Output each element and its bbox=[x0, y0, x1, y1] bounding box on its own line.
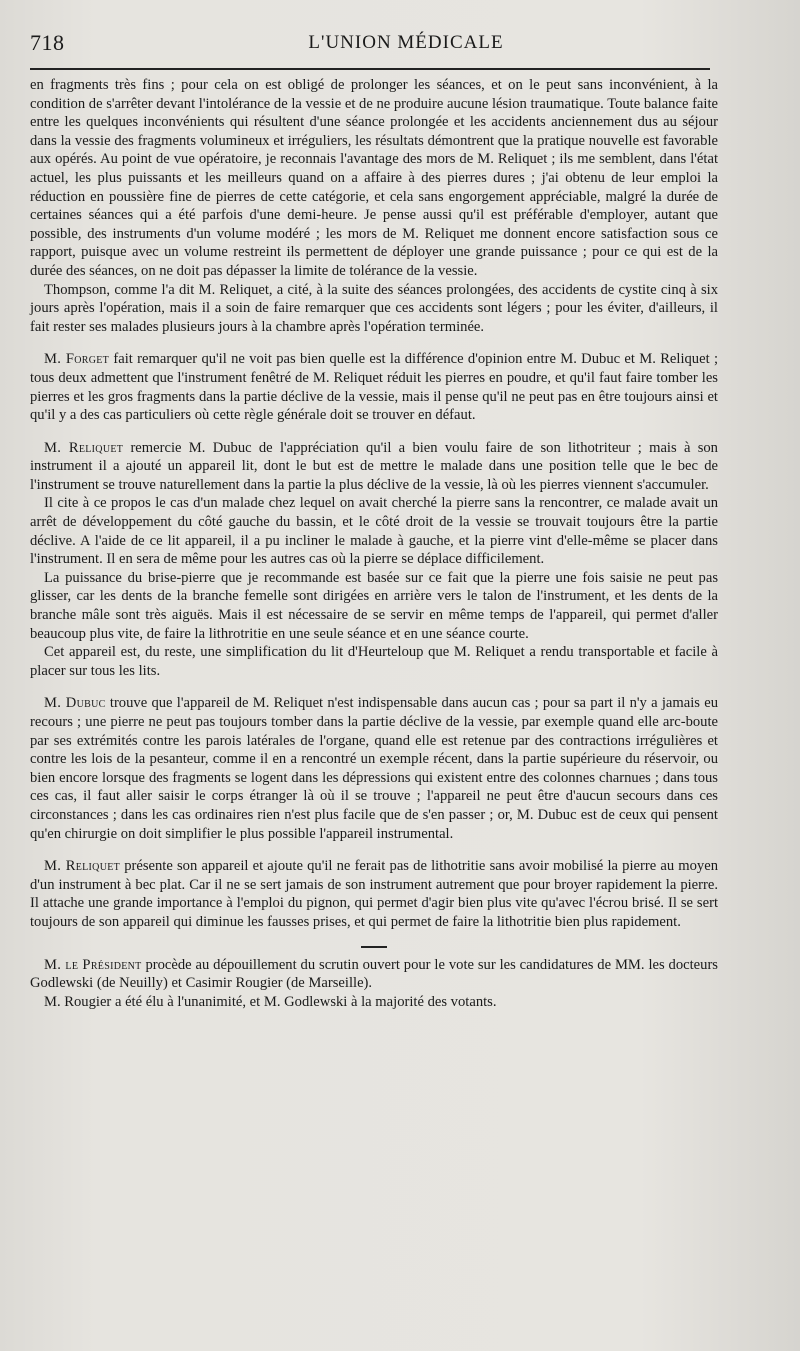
paragraph-speaker: M. Dubuc trouve que l'appareil de M. Reliquet n'est indispensable dans aucun cas ; pour sa part il n'y a jamais eu recours ; une pierre ne peut pas toujours tomber dans la partie déclive de la vessie, par exemple quand elle arc-boute par ses extrémités contre les parois latérales de l'organe, quand elle est retenue par des contractions irrégulières et contre les lois de la pesanteur, comme il en a rencontré un exemple récent, dans la partie supérieure du réservoir, ou bien encore lorsque des fragments se logent dans les dépressions qui existent entre des colonnes charnues ; dans tous ces cas, il faut aller saisir le corps étranger là où il se trouve ; l'appareil ne peut être d'aucun secours dans ces circonstances ; dans les cas ordinaires rien n'est plus facile que de s'en passer ; or, M. Dubuc est de ceux qui pensent qu'en chirurgie on doit simplifier le plus possible l'appareil instrumental. bbox=[30, 695, 719, 842]
section-separator bbox=[361, 946, 387, 948]
paragraph-speaker: M. Forget fait remarquer qu'il ne voit pas bien quelle est la différence d'opinion entre M. Dubuc et M. Reliquet ; tous deux admettent que l'instrument fenêtré de M. Reliquet réduit les pierres en poudre, et qu'il faut faire tomber les pierres et les gros fragments dans la partie déclive de la vessie, mais il pense qu'il ne peut pas en être toujours ainsi et qu'il y a des cas particuliers où cette règle générale doit se trouver en défaut. bbox=[30, 351, 719, 424]
speaker-name: M. le Président bbox=[44, 956, 142, 973]
paragraph-speaker: M. le Président procède au dépouillement du scrutin ouvert pour le vote sur les candidatures de MM. les docteurs Godlewski (de Neuilly) et Casimir Rougier (de Marseille). bbox=[30, 956, 718, 992]
header-rule bbox=[30, 68, 710, 70]
speaker-name: M. Reliquet bbox=[44, 439, 124, 456]
paragraph-speaker: M. Reliquet remercie M. Dubuc de l'appréciation qu'il a bien voulu faire de son lithotriteur ; mais à son instrument il a ajouté un appareil lit, dont le but est de mettre le malade dans une position telle que le bec de l'instrument se trouve naturellement dans la partie la plus déclive de la vessie, là où les pierres viennent s'accumuler. bbox=[30, 439, 718, 493]
running-title: L'UNION MÉDICALE bbox=[308, 32, 504, 53]
speaker-name: M. Reliquet bbox=[44, 858, 121, 875]
paragraph: Il cite à ce propos le cas d'un malade chez lequel on avait cherché la pierre sans la rencontrer, ce malade avait un arrêt de développement du côté gauche du bassin, et le côté droit de la vessie se trouvait toujours être la partie déclive. A l'aide de ce lit appareil, il a pu incliner le malade à gauche, et la pierre vint d'elle-même se placer dans l'instrument. Il en sera de même pour les autres cas où la pierre se déplace difficilement. bbox=[30, 495, 718, 568]
paragraph: Cet appareil est, du reste, une simplification du lit d'Heurteloup que M. Reliquet a rendu transportable et facile à placer sur tous les lits. bbox=[30, 644, 718, 679]
article-body bbox=[30, 76, 718, 1011]
paragraph: Thompson, comme l'a dit M. Reliquet, a cité, à la suite des séances prolongées, des accidents de cystite cinq à six jours après l'opération, mais il a soin de faire remarquer que ces accidents sont légers ; pour les éviter, d'ailleurs, il fait rester ses malades plusieurs jours à la chambre après l'opération terminée. bbox=[30, 281, 718, 335]
speaker-name: M. Dubuc bbox=[44, 695, 106, 712]
page-number: 718 bbox=[30, 30, 65, 55]
paragraph: La puissance du brise-pierre que je recommande est basée sur ce fait que la pierre une fois saisie ne peut pas glisser, car les dents de la branche femelle sont dirigées en arrière vers le talon de l'instrument, et les dents de la branche mâle sont très aiguës. Mais il est nécessaire de se servir en même temps de l'appareil, qui permet d'aller beaucoup plus vite, de faire la lithrotritie en une seule séance et en une séance courte. bbox=[30, 569, 718, 642]
paragraph-speaker: M. Reliquet présente son appareil et ajoute qu'il ne ferait pas de lithotritie sans avoir mobilisé la pierre au moyen d'un instrument à bec plat. Car il ne se sert jamais de son instrument autrement que pour broyer rapidement la pierre. Il attache une grande importance à l'emploi du pignon, qui permet d'agir bien plus vite qu'avec l'écrou brisé. Il se sert toujours de son appareil qui diminue les fausses prises, et qui permet de faire la lithotritie bien plus rapidement. bbox=[30, 858, 719, 930]
page-header bbox=[30, 30, 782, 60]
paragraph: en fragments très fins ; pour cela on est obligé de prolonger les séances, et on le peut sans inconvénient, à la condition de s'arrêter devant l'intolérance de la vessie et de ne produire aucune lésion traumatique. Toute balance faite entre les quelques inconvénients qui résultent d'une séance prolongée et les accidents anciennement dus au séjour dans la vessie des fragments volumineux et irréguliers, les résultats démontrent que la pratique nouvelle est favorable aux opérés. Au point de vue opératoire, je reconnais l'avantage des mors de M. Reliquet ; ils me semblent, dans l'état actuel, les plus puissants et les meilleurs quand on a affaire à des pierres dures ; j'ai obtenu de leur emploi la réduction en poussière fine de pierres de cette catégorie, et cela sans engorgement appréciable, malgré la durée de certaines séances qui a été parfois d'une demi-heure. Je pense aussi qu'il est préférable d'employer, autant que possible, des instruments d'un volume modéré ; les mors de M. Reliquet me donnent encore satisfaction sous ce rapport, puisque avec un volume restreint ils permettent de déployer une grande puissance ; pour ce qui est de la durée des séances, on ne doit pas dépasser la limite de tolérance de la vessie. bbox=[30, 77, 718, 279]
speaker-name: M. Forget bbox=[44, 351, 110, 368]
paragraph: M. Rougier a été élu à l'unanimité, et M. Godlewski à la majorité des votants. bbox=[44, 993, 497, 1010]
